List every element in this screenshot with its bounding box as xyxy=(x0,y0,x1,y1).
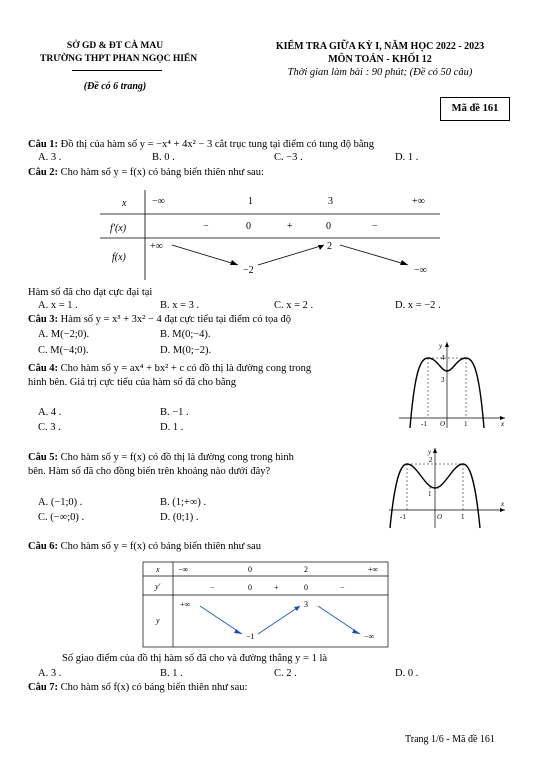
q5-y-mark-1: 1 xyxy=(428,490,432,498)
q6-opt-d[interactable]: D. 0 . xyxy=(395,668,419,679)
q2-opt-d[interactable]: D. x = −2 . xyxy=(395,300,441,311)
q5-stem-2: bên. Hàm số đã cho đồng biến trên khoảng nào dưới đây? xyxy=(28,466,271,477)
q2-fp-sign: + xyxy=(287,221,293,232)
q1-opt-c[interactable]: C. −3 . xyxy=(274,152,303,163)
q6-x-val: 2 xyxy=(304,565,308,574)
q3-label: Câu 3: xyxy=(28,314,59,325)
q4-y-mark-4: 4 xyxy=(441,354,445,362)
q1-opt-a[interactable]: A. 3 . xyxy=(38,152,62,163)
q2-x-val: +∞ xyxy=(412,196,425,207)
q4-label: Câu 4: xyxy=(28,363,59,374)
q2-question: Hàm số đã cho đạt cực đại tại xyxy=(28,287,153,298)
q4-stem-2: hình bên. Giá trị cực tiểu của hàm số đã cho bằng xyxy=(28,377,237,388)
q6-f-val: 3 xyxy=(304,600,308,609)
q6-opt-a[interactable]: A. 3 . xyxy=(38,668,62,679)
subject-title: MÔN TOÁN - KHỐI 12 xyxy=(328,54,432,65)
q2-fp-sign: 0 xyxy=(326,221,331,232)
q6-fp-sign: 0 xyxy=(248,583,252,592)
q7-label: Câu 7: xyxy=(28,682,59,693)
q2-stem: Cho hàm số y = f(x) có bảng biến thiên như sau: xyxy=(60,167,264,178)
q3-opt-c[interactable]: C. M(−4;0). xyxy=(38,345,89,356)
q3-opt-d[interactable]: D. M(0;−2). xyxy=(160,345,212,356)
q5-y-mark-2: 2 xyxy=(429,456,433,464)
q6-f-val: −1 xyxy=(246,632,255,641)
q4-y-mark-3: 3 xyxy=(441,376,445,384)
q5-opt-b[interactable]: B. (1;+∞) . xyxy=(160,497,207,508)
q6-opt-b[interactable]: B. 1 . xyxy=(160,668,183,679)
q5-x-axis-label: x xyxy=(501,500,505,508)
q4-opt-b[interactable]: B. −1 . xyxy=(160,407,189,418)
q5-label: Câu 5: xyxy=(28,452,59,463)
q2-fp-sign: 0 xyxy=(246,221,251,232)
q6-x-val: 0 xyxy=(248,565,252,574)
q2-f-val: 2 xyxy=(327,241,332,252)
q1-label: Câu 1: xyxy=(28,139,59,150)
q2-fp-sign: − xyxy=(372,221,378,232)
q4-opt-c[interactable]: C. 3 . xyxy=(38,422,61,433)
q2-f-label: f(x) xyxy=(112,252,126,263)
q6-opt-c[interactable]: C. 2 . xyxy=(274,668,297,679)
q4-opt-a[interactable]: A. 4 . xyxy=(38,407,62,418)
q1-opt-b[interactable]: B. 0 . xyxy=(152,152,175,163)
q6-label: Câu 6: xyxy=(28,541,59,552)
q5-x-mark-pos: 1 xyxy=(461,513,465,521)
time-info: Thời gian làm bài : 90 phút; (Đề có 50 câu) xyxy=(287,67,473,78)
q6-fp-sign: + xyxy=(274,583,279,592)
q2-fp-sign: − xyxy=(203,221,209,232)
q6-f-label: y xyxy=(156,616,160,625)
q5-stem-1: Cho hàm số y = f(x) có đồ thị là đường cong trong hình xyxy=(60,452,294,463)
q4-y-axis-label: y xyxy=(439,342,443,350)
q2-x-val: −∞ xyxy=(152,196,165,207)
q2-opt-c[interactable]: C. x = 2 . xyxy=(274,300,314,311)
exam-code: Mã đề 161 xyxy=(451,103,499,114)
q5-opt-d[interactable]: D. (0;1) . xyxy=(160,512,199,523)
q4-origin-label: O xyxy=(440,420,446,428)
exam-title: KIỂM TRA GIỮA KỲ I, NĂM HỌC 2022 - 2023 xyxy=(275,41,485,52)
q6-question: Số giao điểm của đồ thị hàm số đã cho và đường thẳng y = 1 là xyxy=(62,653,328,664)
school-name: TRƯỜNG THPT PHAN NGỌC HIỂN xyxy=(40,54,198,64)
q2-x-label: x xyxy=(122,198,127,209)
pages-note: (Đề có 6 trang) xyxy=(83,81,147,92)
q2-fp-label: f′(x) xyxy=(110,223,127,234)
q1-stem: Đồ thị của hàm số y = −x⁴ + 4x² − 3 cắt trục tung tại điểm có tung độ bằng xyxy=(60,139,375,150)
q6-x-val: −∞ xyxy=(178,565,189,574)
q2-x-val: 3 xyxy=(328,196,333,207)
department-name: SỞ GD & ĐT CÀ MAU xyxy=(66,41,164,51)
q6-fp-label: y′ xyxy=(155,582,161,591)
q2-label: Câu 2: xyxy=(28,167,59,178)
q5-y-axis-label: y xyxy=(428,448,432,456)
q4-opt-d[interactable]: D. 1 . xyxy=(160,422,184,433)
q6-fp-sign: − xyxy=(340,583,345,592)
q5-x-mark-neg: -1 xyxy=(400,513,406,521)
q5-opt-a[interactable]: A. (−1;0) . xyxy=(38,497,83,508)
q1-opt-d[interactable]: D. 1 . xyxy=(395,152,419,163)
q3-opt-b[interactable]: B. M(0;−4). xyxy=(160,329,211,340)
q6-fp-sign: − xyxy=(210,583,215,592)
q4-x-axis-label: x xyxy=(501,420,505,428)
q4-x-mark-pos: 1 xyxy=(464,420,468,428)
q6-stem: Cho hàm số y = f(x) có bảng biến thiên như sau xyxy=(60,541,261,552)
q2-opt-a[interactable]: A. x = 1 . xyxy=(38,300,78,311)
q6-f-val: −∞ xyxy=(364,632,375,641)
q7-stem: Cho hàm số f(x) có bảng biến thiên như sau: xyxy=(60,682,248,693)
q5-origin-label: O xyxy=(437,513,443,521)
q2-f-val: −2 xyxy=(243,265,254,276)
q4-x-mark-neg: -1 xyxy=(421,420,427,428)
q6-x-label: x xyxy=(156,565,160,574)
q3-opt-a[interactable]: A. M(−2;0). xyxy=(38,329,90,340)
q6-f-val: +∞ xyxy=(180,600,191,609)
q4-stem-1: Cho hàm số y = ax⁴ + bx² + c có đồ thị là đường cong trong xyxy=(60,363,312,374)
q2-opt-b[interactable]: B. x = 3 . xyxy=(160,300,200,311)
q2-x-val: 1 xyxy=(248,196,253,207)
q2-f-val: +∞ xyxy=(150,241,163,252)
q7-text xyxy=(28,681,247,694)
q5-opt-c[interactable]: C. (−∞;0) . xyxy=(38,512,85,523)
page-footer: Trang 1/6 - Mã đề 161 xyxy=(405,734,495,745)
q6-fp-sign: 0 xyxy=(304,583,308,592)
q2-f-val: −∞ xyxy=(414,265,427,276)
q3-stem: Hàm số y = x³ + 3x² − 4 đạt cực tiểu tại điểm có tọa độ xyxy=(60,314,292,325)
q6-x-val: +∞ xyxy=(368,565,379,574)
